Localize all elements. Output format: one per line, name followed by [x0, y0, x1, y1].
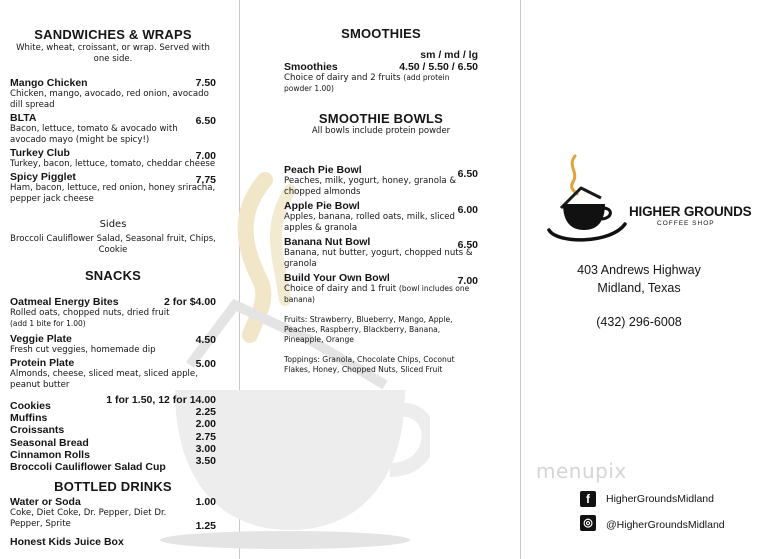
item-price: 7.00: [457, 275, 478, 287]
item-name: Broccoli Cauliflower Salad Cup: [10, 461, 166, 473]
toppings-list: Toppings: Granola, Chocolate Chips, Coconut Flakes, Honey, Chopped Nuts, Sliced Fruit: [284, 355, 455, 374]
item-price: 4.50 / 5.50 / 6.50: [399, 61, 478, 73]
item-name: BLTA: [10, 112, 37, 124]
item-price: 6.50: [457, 239, 478, 251]
sandwiches-title: SANDWICHES & WRAPS: [34, 27, 192, 42]
item-desc-small: (add 1 bite for 1.00): [10, 318, 86, 328]
menu-item: [284, 61, 478, 94]
item-desc: Peaches, milk, yogurt, honey, granola & chopped almonds: [284, 176, 457, 197]
item-price: 6.50: [195, 115, 216, 127]
item-name: Honest Kids Juice Box: [10, 536, 124, 548]
menu-item: [284, 272, 478, 305]
item-name: Seasonal Bread: [10, 437, 89, 449]
item-name: Muffins: [10, 412, 48, 424]
item-desc: Ham, bacon, lettuce, red onion, honey sriracha, pepper jack cheese: [10, 183, 216, 204]
item-name: Apple Pie Bowl: [284, 200, 360, 212]
item-price: 7.50: [195, 77, 216, 89]
menu-item: [10, 147, 216, 170]
menu-item: [10, 296, 216, 329]
item-desc: Turkey, bacon, lettuce, tomato, cheddar cheese: [10, 159, 216, 169]
item-name: Peach Pie Bowl: [284, 164, 362, 176]
item-price: 2 for $4.00: [164, 296, 216, 308]
item-desc: Rolled oats, chopped nuts, dried fruit: [10, 308, 170, 318]
menu-item: [10, 530, 216, 548]
item-price: 1 for 1.50, 12 for 14.00: [106, 394, 216, 406]
fold-line-right: [520, 0, 521, 559]
item-name: Cinnamon Rolls: [10, 449, 90, 461]
fruits-list: Fruits: Strawberry, Blueberry, Mango, Apple, Peaches, Raspberry, Blackberry, Banana, Pineapple, Orange: [284, 315, 453, 344]
watermark: menupix: [536, 459, 627, 483]
item-price: 5.00: [195, 358, 216, 370]
item-name: Croissants: [10, 424, 65, 436]
item-desc: [284, 284, 478, 305]
menu-item: [10, 357, 216, 390]
item-price: 4.50: [195, 334, 216, 346]
item-desc: Fresh cut veggies, homemade dip: [10, 345, 156, 355]
middle-column: [284, 0, 478, 559]
left-column: [10, 0, 216, 559]
snacks-title: SNACKS: [84, 268, 142, 283]
item-desc: Apples, banana, rolled oats, milk, sliced apples & granola: [284, 212, 456, 233]
item-desc-small: (add protein powder 1.00): [284, 73, 450, 93]
facebook-handle[interactable]: HigherGroundsMidland: [606, 493, 714, 505]
item-name: Mango Chicken: [10, 77, 88, 89]
address-line-2: Midland, Texas: [597, 281, 681, 295]
item-name: Build Your Own Bowl: [284, 272, 390, 284]
item-price: 3.50: [195, 455, 216, 467]
menu-item: [10, 455, 216, 473]
item-desc: Coke, Diet Coke, Dr. Pepper, Diet Dr. Pepper, Sprite: [10, 508, 167, 529]
item-name: Spicy Pigglet: [10, 171, 76, 183]
menu-item: [10, 333, 216, 356]
item-desc: Bacon, lettuce, tomato & avocado with avocado mayo (might be spicy!): [10, 124, 178, 145]
item-desc: Almonds, cheese, sliced meat, sliced apple, peanut butter: [10, 369, 198, 390]
smoothie-sizes: sm / md / lg: [420, 49, 478, 61]
item-desc-text: Choice of dairy and 1 fruit: [284, 284, 397, 294]
bowls-title: SMOOTHIE BOWLS: [318, 111, 444, 126]
item-name: Oatmeal Energy Bites: [10, 296, 119, 308]
item-price: 2.00: [195, 418, 216, 430]
sides-text: Broccoli Cauliflower Salad, Seasonal fruit, Chips, Cookie: [10, 234, 216, 255]
item-name: Water or Soda: [10, 496, 81, 508]
phone-number: (432) 296-6008: [596, 315, 682, 329]
item-desc: [284, 73, 478, 94]
item-name: Protein Plate: [10, 357, 75, 369]
bowls-note: All bowls include protein powder: [311, 126, 451, 136]
item-price: 3.00: [195, 443, 216, 455]
item-price: 6.50: [457, 168, 478, 180]
item-name: Cookies: [10, 400, 51, 412]
menu-item: [10, 520, 216, 530]
item-name: Turkey Club: [10, 147, 70, 159]
instagram-icon[interactable]: ◎: [580, 515, 596, 531]
drinks-title: BOTTLED DRINKS: [54, 479, 172, 494]
menu-item: [10, 171, 216, 204]
menu-item: [284, 236, 478, 269]
smoothies-title: SMOOTHIES: [341, 26, 421, 41]
brand-subtitle: COFFEE SHOP: [657, 220, 715, 227]
menu-item: [284, 164, 478, 197]
item-desc: Banana, nut butter, yogurt, chopped nuts & granola: [284, 248, 473, 269]
item-desc-small: (bowl includes one banana): [284, 284, 470, 304]
menu-item: [10, 418, 216, 436]
item-price: 2.75: [195, 431, 216, 443]
item-price: 1.25: [195, 520, 216, 532]
menu-item: [284, 200, 478, 233]
brand-name: HIGHER GROUNDS: [629, 204, 752, 219]
item-desc: Chicken, mango, avocado, red onion, avocado dill spread: [10, 89, 209, 110]
item-desc-text: Choice of dairy and 2 fruits: [284, 73, 401, 83]
address-line-1: 403 Andrews Highway: [577, 263, 701, 277]
item-price: 7.75: [195, 174, 216, 186]
sides-title: Sides: [99, 219, 127, 230]
item-price: 2.25: [195, 406, 216, 418]
facebook-icon[interactable]: f: [580, 491, 596, 507]
item-name: Smoothies: [284, 61, 338, 73]
menu-item: [10, 77, 216, 110]
instagram-handle[interactable]: @HigherGroundsMidland: [606, 519, 725, 531]
item-name: Banana Nut Bowl: [284, 236, 371, 248]
item-price: 1.00: [195, 496, 216, 508]
item-name: Veggie Plate: [10, 333, 72, 345]
item-price: 7.00: [195, 150, 216, 162]
item-price: 6.00: [457, 204, 478, 216]
sandwiches-note: White, wheat, croissant, or wrap. Served with one side.: [16, 43, 210, 64]
menu-item: [10, 112, 216, 145]
